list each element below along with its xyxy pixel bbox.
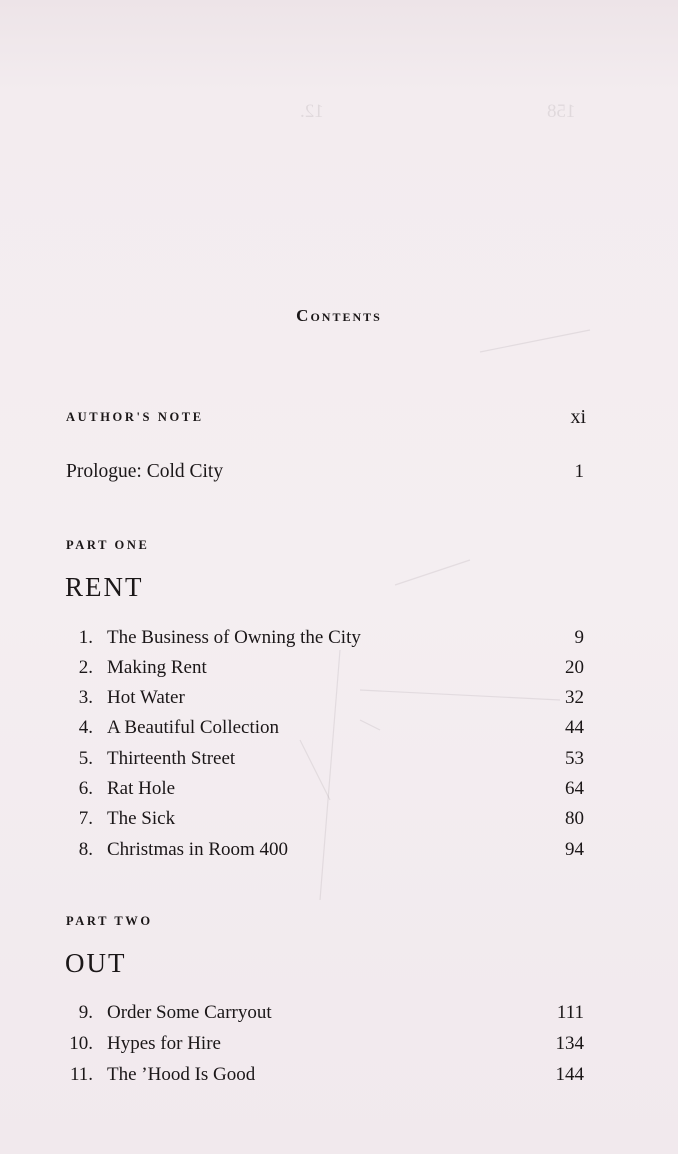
part-one-title: RENT [65, 572, 144, 602]
chapter-page: 144 [555, 1064, 584, 1085]
authors-note-page: xi [570, 406, 586, 428]
prologue-entry[interactable] [0, 461, 678, 491]
page-title [0, 306, 678, 326]
chapter-number: 3. [78, 687, 93, 708]
authors-note-label: AUTHOR'S NOTE [66, 410, 204, 424]
chapter-page: 32 [565, 687, 584, 708]
contents-heading: Contents [296, 306, 382, 325]
chapter-number: 8. [78, 839, 93, 860]
chapter-entry[interactable] [0, 1064, 678, 1094]
prologue-title: Prologue: Cold City [66, 461, 224, 482]
chapter-number: 10. [69, 1033, 93, 1054]
prologue-page: 1 [574, 461, 584, 482]
chapter-entry[interactable] [0, 717, 678, 747]
chapter-page: 20 [565, 657, 584, 678]
chapter-page: 64 [565, 778, 584, 799]
chapter-title: Making Rent [107, 657, 207, 678]
chapter-entry[interactable] [0, 657, 678, 687]
chapter-title: Christmas in Room 400 [107, 839, 289, 860]
part-two-label: PART TWO [66, 914, 153, 928]
chapter-page: 94 [565, 839, 584, 860]
chapter-title: Hypes for Hire [107, 1033, 221, 1054]
chapter-page: 53 [565, 748, 584, 769]
chapter-number: 6. [78, 778, 93, 799]
bleed-through-text: 158 12. [300, 101, 576, 122]
chapter-title: Rat Hole [107, 778, 176, 799]
chapter-number: 11. [69, 1064, 93, 1085]
chapter-page: 111 [556, 1002, 584, 1023]
chapter-entry[interactable] [0, 687, 678, 717]
chapter-title: Order Some Carryout [107, 1002, 272, 1023]
chapter-title: Hot Water [107, 687, 185, 708]
chapter-entry[interactable] [0, 1002, 678, 1032]
chapter-title: Thirteenth Street [107, 748, 236, 769]
chapter-entry[interactable] [0, 1033, 678, 1063]
chapter-entry[interactable] [0, 778, 678, 808]
chapter-page: 80 [565, 808, 584, 829]
chapter-number: 7. [78, 808, 93, 829]
chapter-title: The Business of Owning the City [107, 627, 361, 648]
chapter-entry[interactable] [0, 839, 678, 869]
chapter-number: 9. [78, 1002, 93, 1023]
chapter-page: 44 [565, 717, 584, 738]
chapter-entry[interactable] [0, 748, 678, 778]
chapter-page: 9 [574, 627, 584, 648]
part-one-label: PART ONE [66, 538, 150, 552]
authors-note-entry[interactable] [0, 406, 678, 436]
chapter-title: The Sick [107, 808, 176, 829]
chapter-title: A Beautiful Collection [107, 717, 280, 738]
chapter-title: The ’Hood Is Good [107, 1064, 256, 1085]
chapter-number: 1. [78, 627, 93, 648]
part-two-title: OUT [65, 948, 127, 978]
chapter-number: 2. [78, 657, 93, 678]
chapter-entry[interactable] [0, 627, 678, 657]
chapter-entry[interactable] [0, 808, 678, 838]
chapter-number: 4. [78, 717, 93, 738]
chapter-page: 134 [555, 1033, 584, 1054]
chapter-number: 5. [78, 748, 93, 769]
